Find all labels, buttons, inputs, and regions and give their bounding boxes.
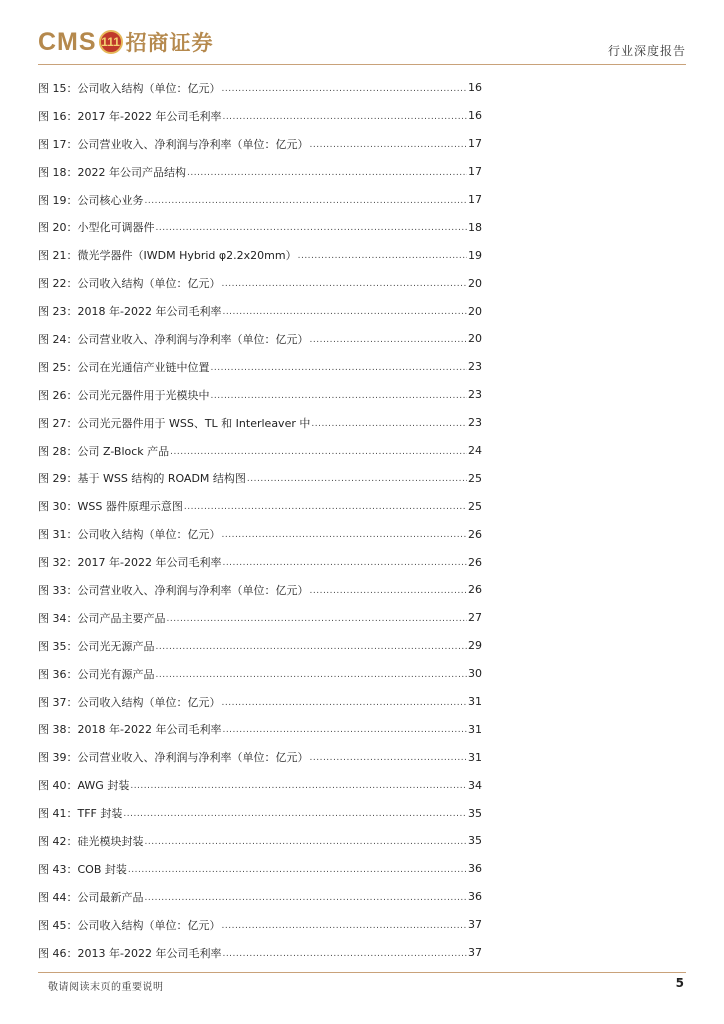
figure-list bbox=[38, 74, 482, 967]
report-type-label: 行业深度报告 bbox=[607, 44, 686, 58]
toc-entry-title: 图 34：公司产品主要产品 bbox=[38, 611, 166, 625]
toc-entry[interactable] bbox=[38, 827, 482, 855]
toc-leader-dots bbox=[187, 168, 467, 178]
toc-leader-dots bbox=[222, 530, 468, 540]
toc-entry-title: 图 26：公司光元器件用于光模块中 bbox=[38, 388, 210, 402]
toc-entry-title: 图 38：2018 年-2022 年公司毛利率 bbox=[38, 723, 222, 737]
toc-leader-dots bbox=[167, 614, 468, 624]
toc-entry[interactable] bbox=[38, 158, 482, 186]
toc-entry-page: 35 bbox=[468, 834, 482, 848]
toc-entry-page: 17 bbox=[468, 193, 482, 206]
toc-entry[interactable] bbox=[38, 297, 482, 325]
toc-entry[interactable] bbox=[38, 883, 482, 911]
footer-divider bbox=[38, 972, 686, 973]
toc-entry[interactable] bbox=[38, 74, 482, 102]
toc-entry-page: 20 bbox=[468, 332, 482, 346]
toc-leader-dots bbox=[128, 865, 467, 875]
toc-entry-title: 图 36：公司光有源产品 bbox=[38, 667, 155, 681]
toc-entry[interactable] bbox=[38, 911, 482, 939]
toc-entry-page: 30 bbox=[468, 667, 482, 681]
toc-entry-title: 图 46：2013 年-2022 年公司毛利率 bbox=[38, 946, 222, 960]
logo-chinese-text: 招商证券 bbox=[125, 30, 214, 55]
toc-leader-dots bbox=[211, 363, 468, 373]
toc-entry-title: 图 32：2017 年-2022 年公司毛利率 bbox=[38, 556, 222, 570]
toc-leader-dots bbox=[184, 502, 467, 512]
toc-entry[interactable] bbox=[38, 464, 482, 492]
toc-entry-page: 27 bbox=[468, 611, 482, 625]
toc-entry[interactable] bbox=[38, 743, 482, 771]
toc-entry-title: 图 28：公司 Z-Block 产品 bbox=[38, 444, 170, 458]
toc-entry-page: 23 bbox=[468, 416, 482, 430]
toc-leader-dots bbox=[156, 670, 468, 680]
toc-entry[interactable] bbox=[38, 799, 482, 827]
toc-leader-dots bbox=[130, 781, 467, 791]
toc-entry[interactable] bbox=[38, 130, 482, 158]
toc-entry-page: 26 bbox=[468, 555, 482, 569]
toc-entry-page: 25 bbox=[468, 499, 482, 513]
toc-entry-page: 26 bbox=[468, 583, 482, 597]
page-header bbox=[38, 24, 686, 66]
toc-entry[interactable] bbox=[38, 102, 482, 130]
toc-entry-title: 图 41：TFF 封装 bbox=[38, 807, 123, 821]
toc-leader-dots bbox=[222, 84, 468, 94]
toc-entry[interactable] bbox=[38, 855, 482, 883]
toc-entry-page: 31 bbox=[468, 695, 482, 709]
toc-leader-dots bbox=[310, 335, 468, 345]
toc-entry-title: 图 19：公司核心业务 bbox=[38, 193, 144, 207]
toc-entry-page: 36 bbox=[468, 862, 482, 876]
toc-leader-dots bbox=[311, 419, 467, 429]
toc-entry-page: 17 bbox=[468, 165, 482, 179]
toc-entry-title: 图 23：2018 年-2022 年公司毛利率 bbox=[38, 305, 222, 319]
toc-leader-dots bbox=[156, 223, 468, 233]
toc-entry[interactable] bbox=[38, 576, 482, 604]
toc-entry-page: 35 bbox=[468, 806, 482, 820]
toc-entry-title: 图 42：硅光模块封装 bbox=[38, 834, 144, 848]
toc-entry-title: 图 18：2022 年公司产品结构 bbox=[38, 165, 186, 179]
toc-entry[interactable] bbox=[38, 213, 482, 241]
toc-leader-dots bbox=[222, 279, 468, 289]
toc-entry[interactable] bbox=[38, 771, 482, 799]
toc-leader-dots bbox=[222, 112, 467, 122]
toc-leader-dots bbox=[211, 391, 468, 401]
toc-entry-title: 图 17：公司营业收入、净利润与净利率（单位：亿元） bbox=[38, 137, 309, 151]
toc-entry-page: 31 bbox=[468, 722, 482, 736]
logo-emblem-icon: 111 bbox=[99, 30, 123, 54]
toc-entry-title: 图 45：公司收入结构（单位：亿元） bbox=[38, 918, 221, 932]
toc-entry[interactable] bbox=[38, 353, 482, 381]
toc-entry-page: 19 bbox=[468, 248, 482, 262]
toc-entry[interactable] bbox=[38, 381, 482, 409]
toc-entry-page: 20 bbox=[468, 304, 482, 318]
toc-entry-title: 图 21：微光学器件（IWDM Hybrid φ2.2x20mm） bbox=[38, 249, 297, 263]
toc-leader-dots bbox=[222, 307, 467, 317]
toc-leader-dots bbox=[298, 251, 467, 261]
toc-entry-page: 20 bbox=[468, 276, 482, 290]
toc-entry-page: 23 bbox=[468, 388, 482, 402]
toc-entry-title: 图 35：公司光无源产品 bbox=[38, 639, 155, 653]
toc-leader-dots bbox=[222, 725, 467, 735]
toc-entry[interactable] bbox=[38, 604, 482, 632]
toc-entry[interactable] bbox=[38, 409, 482, 437]
toc-entry-title: 图 31：公司收入结构（单位：亿元） bbox=[38, 528, 221, 542]
toc-entry-page: 16 bbox=[468, 81, 482, 95]
toc-entry-page: 18 bbox=[468, 220, 482, 234]
footer-disclaimer: 敬请阅读末页的重要说明 bbox=[48, 982, 164, 993]
toc-leader-dots bbox=[145, 837, 468, 847]
toc-entry-title: 图 44：公司最新产品 bbox=[38, 890, 144, 904]
toc-entry[interactable] bbox=[38, 186, 482, 214]
toc-entry-page: 37 bbox=[468, 946, 482, 960]
toc-entry[interactable] bbox=[38, 241, 482, 269]
toc-leader-dots bbox=[170, 447, 467, 457]
toc-entry-title: 图 25：公司在光通信产业链中位置 bbox=[38, 360, 210, 374]
toc-entry-page: 17 bbox=[468, 137, 482, 151]
toc-leader-dots bbox=[222, 558, 467, 568]
toc-leader-dots bbox=[310, 586, 468, 596]
toc-entry-page: 24 bbox=[468, 444, 482, 458]
toc-entry-page: 23 bbox=[468, 360, 482, 374]
toc-leader-dots bbox=[145, 893, 468, 903]
toc-entry[interactable] bbox=[38, 632, 482, 660]
toc-leader-dots bbox=[222, 698, 468, 708]
toc-entry[interactable] bbox=[38, 325, 482, 353]
toc-entry-page: 31 bbox=[468, 750, 482, 764]
page-number: 5 bbox=[675, 976, 684, 990]
toc-entry-title: 图 43：COB 封装 bbox=[38, 862, 127, 876]
toc-entry[interactable] bbox=[38, 269, 482, 297]
toc-entry-title: 图 37：公司收入结构（单位：亿元） bbox=[38, 695, 221, 709]
toc-leader-dots bbox=[310, 140, 468, 150]
toc-entry-title: 图 24：公司营业收入、净利润与净利率（单位：亿元） bbox=[38, 332, 309, 346]
toc-entry-title: 图 39：公司营业收入、净利润与净利率（单位：亿元） bbox=[38, 751, 309, 765]
toc-entry[interactable] bbox=[38, 492, 482, 520]
toc-entry-page: 25 bbox=[468, 471, 482, 485]
toc-entry-page: 16 bbox=[468, 109, 482, 123]
toc-entry[interactable] bbox=[38, 660, 482, 688]
toc-entry-title: 图 33：公司营业收入、净利润与净利率（单位：亿元） bbox=[38, 583, 309, 597]
toc-entry-title: 图 40：AWG 封装 bbox=[38, 779, 130, 793]
toc-leader-dots bbox=[156, 642, 468, 652]
toc-leader-dots bbox=[310, 753, 468, 763]
toc-entry[interactable] bbox=[38, 520, 482, 548]
toc-entry[interactable] bbox=[38, 939, 482, 967]
toc-entry-page: 26 bbox=[468, 527, 482, 541]
toc-entry-title: 图 22：公司收入结构（单位：亿元） bbox=[38, 277, 221, 291]
toc-entry-title: 图 29：基于 WSS 结构的 ROADM 结构图 bbox=[38, 472, 246, 486]
toc-entry-title: 图 27：公司光元器件用于 WSS、TL 和 Interleaver 中 bbox=[38, 416, 311, 430]
toc-leader-dots bbox=[222, 949, 467, 959]
toc-entry[interactable] bbox=[38, 688, 482, 716]
header-divider bbox=[38, 64, 686, 65]
toc-entry-title: 图 15：公司收入结构（单位：亿元） bbox=[38, 81, 221, 95]
toc-entry-title: 图 20：小型化可调器件 bbox=[38, 221, 155, 235]
toc-entry[interactable] bbox=[38, 715, 482, 743]
toc-entry-page: 29 bbox=[468, 639, 482, 653]
logo-latin-text: CMS bbox=[38, 27, 97, 56]
toc-entry-title: 图 16：2017 年-2022 年公司毛利率 bbox=[38, 109, 222, 123]
cms-logo bbox=[38, 26, 214, 58]
toc-entry-page: 37 bbox=[468, 918, 482, 932]
toc-entry-page: 36 bbox=[468, 890, 482, 904]
toc-entry[interactable] bbox=[38, 437, 482, 465]
toc-entry-title: 图 30：WSS 器件原理示意图 bbox=[38, 500, 183, 514]
toc-entry-page: 34 bbox=[468, 778, 482, 792]
toc-leader-dots bbox=[247, 474, 467, 484]
toc-leader-dots bbox=[123, 809, 467, 819]
toc-leader-dots bbox=[222, 921, 468, 931]
toc-entry[interactable] bbox=[38, 548, 482, 576]
toc-leader-dots bbox=[145, 196, 468, 206]
